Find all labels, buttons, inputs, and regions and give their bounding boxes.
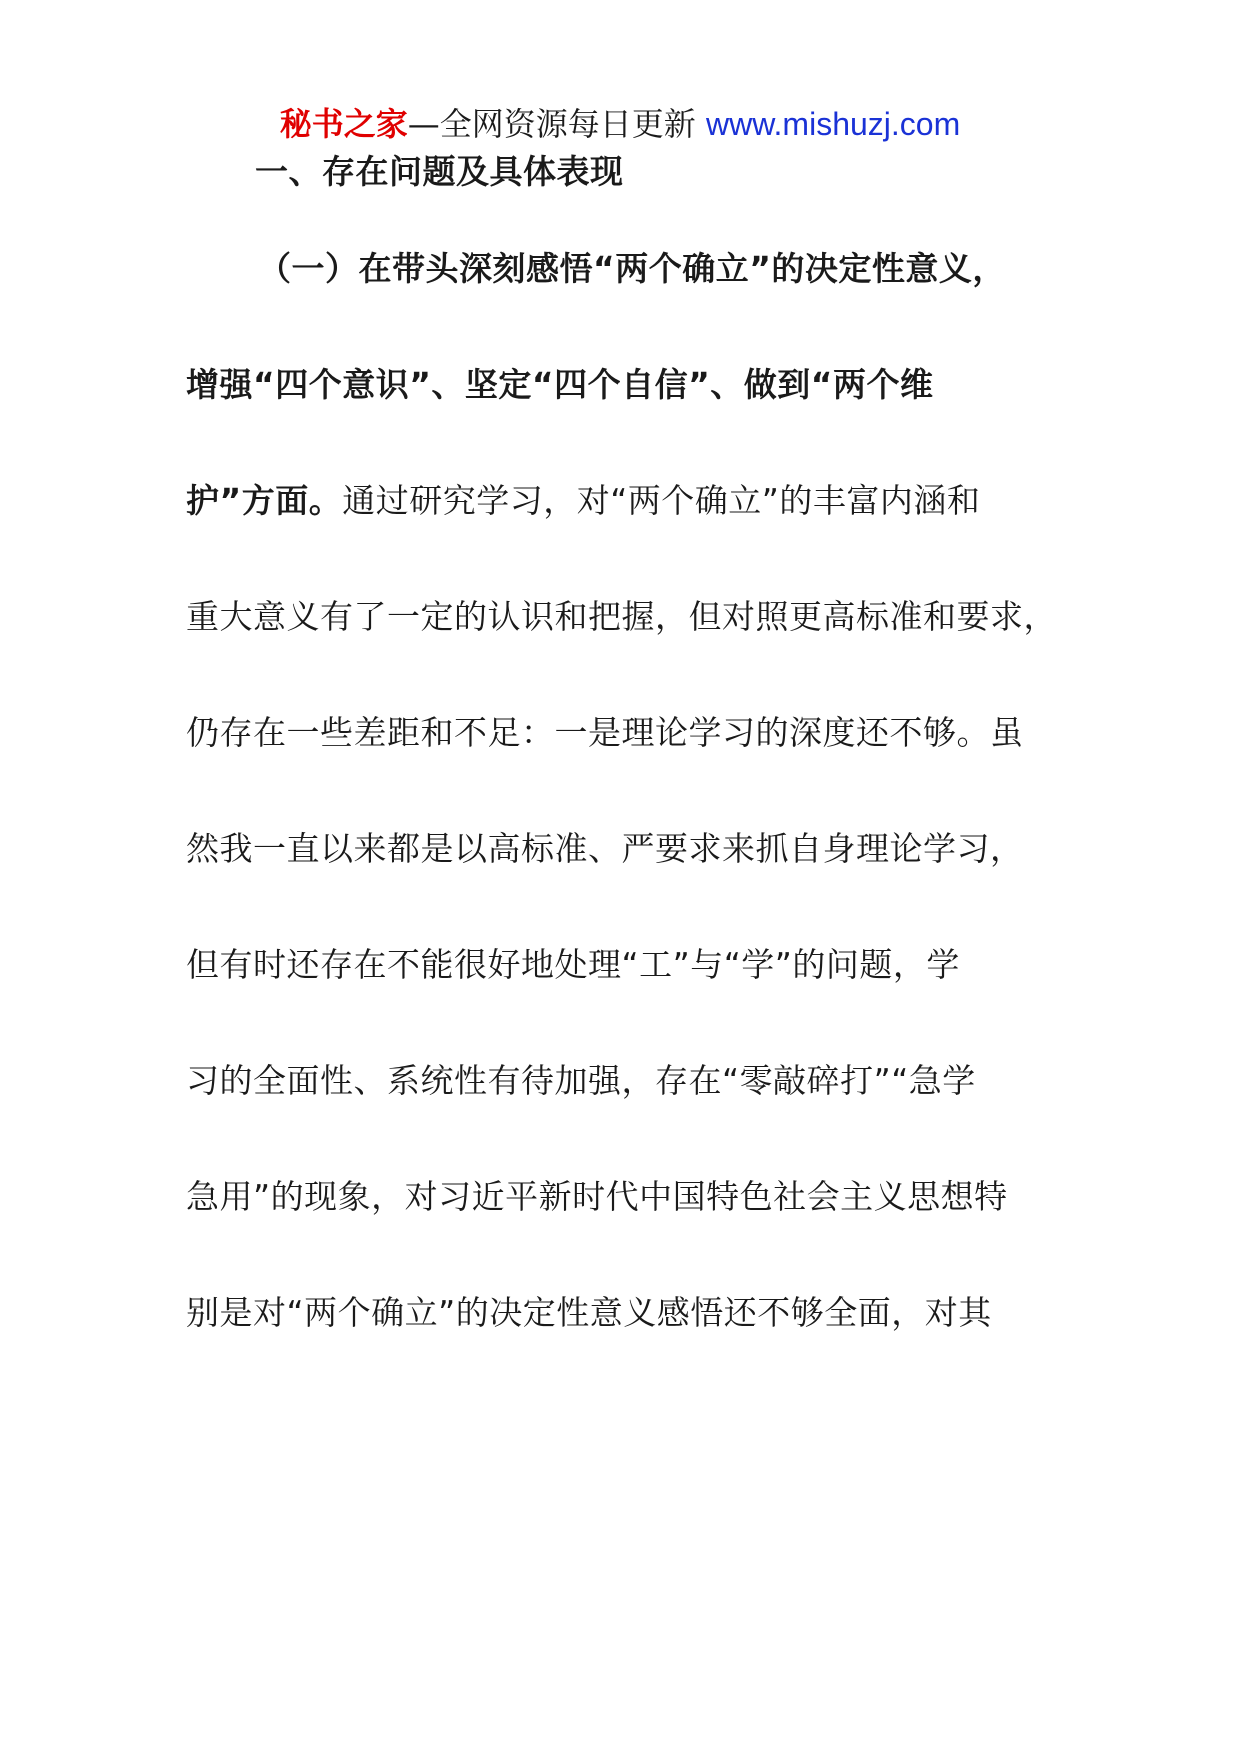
paragraph-line-3 [186,479,980,523]
subheading-line-3: 护”方面。 [186,481,343,520]
body-text-line: 别是对“两个确立”的决定性意义感悟还不够全面，对其 [186,1293,992,1332]
subheading-line-2: 增强“四个意识”、坚定“四个自信”、做到“两个维 [186,365,934,404]
section-heading: 一、存在问题及具体表现 [255,152,624,191]
body-text-line: 通过研究学习，对“两个确立”的丰富内涵和 [342,481,981,520]
body-text-line: 急用”的现象，对习近平新时代中国特色社会主义思想特 [186,1177,1008,1216]
body-text-line: 重大意义有了一定的认识和把握，但对照更高标准和要求， [186,597,1057,636]
body-text-line: 然我一直以来都是以高标准、严要求来抓自身理论学习， [186,829,1024,868]
body-text-line: 仍存在一些差距和不足：一是理论学习的深度还不够。虽 [186,713,1024,752]
site-header [0,104,1240,144]
body-text-line: 习的全面性、系统性有待加强，存在“零敲碎打”“急学 [186,1061,976,1100]
body-text-line: 但有时还存在不能很好地处理“工”与“学”的问题，学 [186,945,960,984]
site-url-link[interactable]: www.mishuzj.com [705,106,961,142]
subheading-line-1: （一）在带头深刻感悟“两个确立”的决定性意义， [258,249,1006,288]
header-tagline: —全网资源每日更新 [407,105,706,143]
brand-name: 秘书之家 [279,105,408,143]
